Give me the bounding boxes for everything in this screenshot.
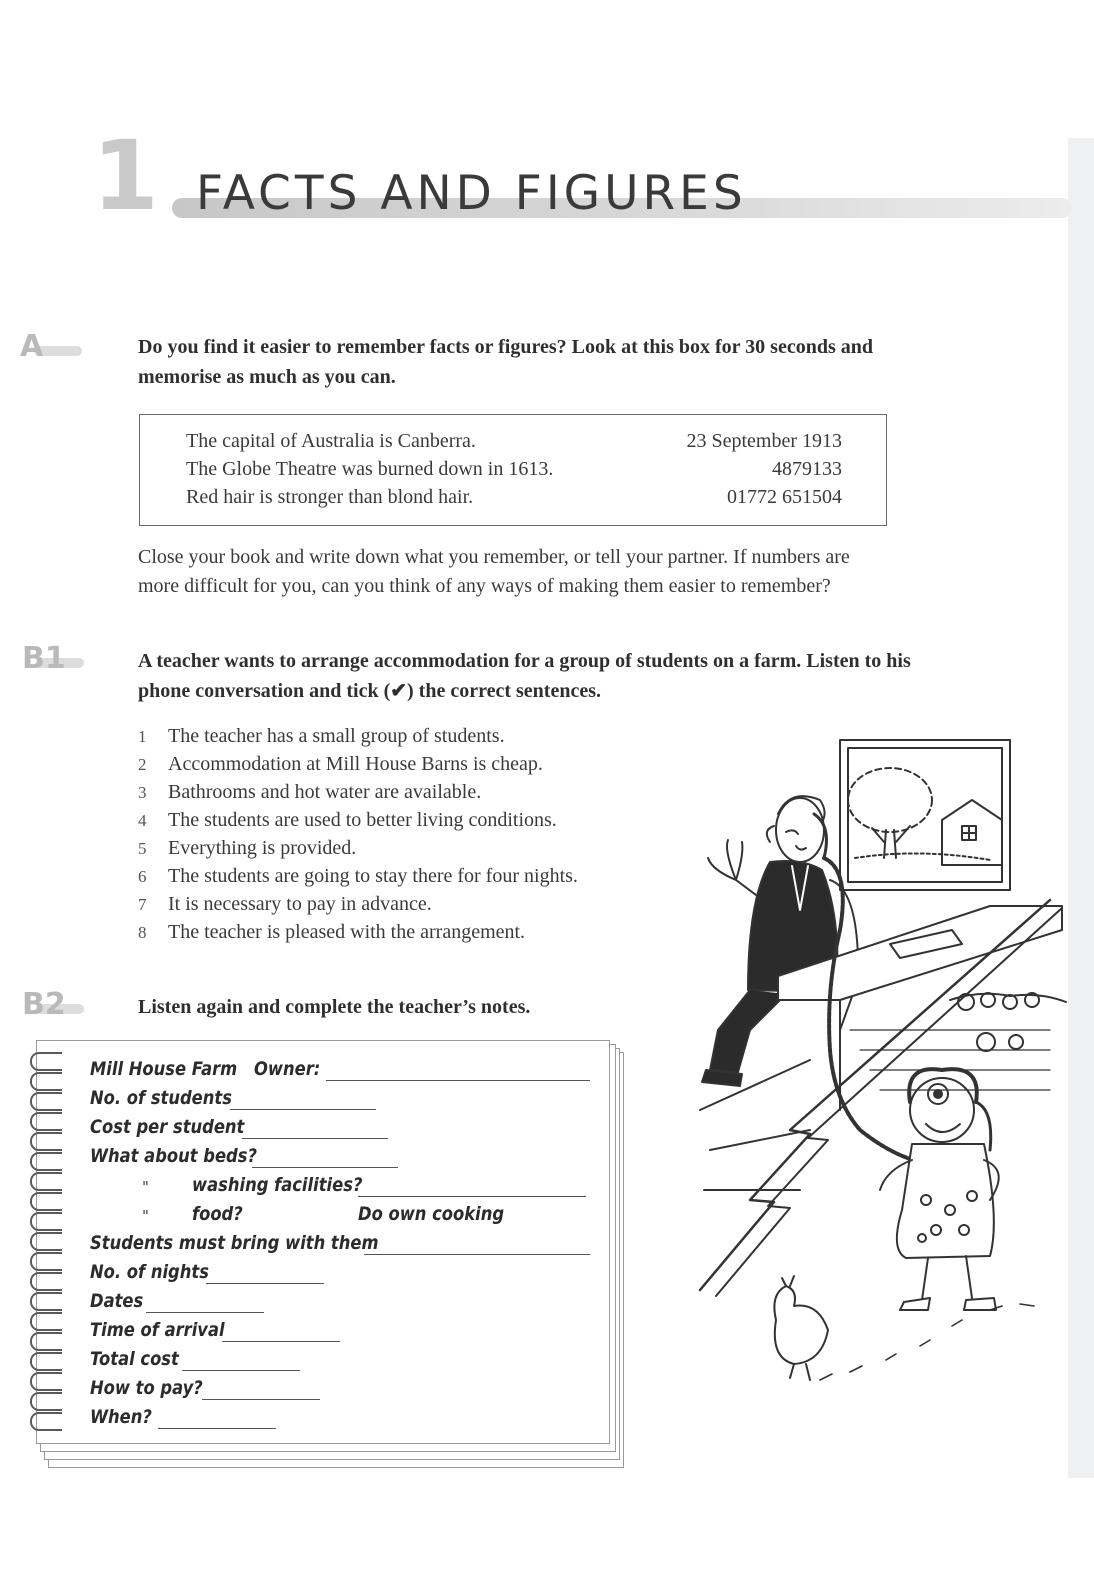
spiral-binding-icon	[22, 1050, 70, 1430]
fact-row: Red hair is stronger than blond hair. 01772 651504	[186, 486, 842, 508]
bring-blank[interactable]	[364, 1254, 590, 1255]
facts-box	[139, 414, 887, 526]
section-b1-label: B1	[22, 644, 66, 674]
owner-blank[interactable]	[326, 1080, 590, 1081]
note-food: food?	[192, 1203, 243, 1225]
section-a-label: A	[20, 332, 43, 362]
unit-title: FACTS AND FIGURES	[196, 166, 747, 221]
section-b2-instruction: Listen again and complete the teacher’s notes.	[138, 996, 531, 1018]
section-b1-instruction: A teacher wants to arrange accommodation for a group of students on a farm. Listen to his phone conversation and tick (✔) the correct sentences.	[138, 650, 911, 702]
note-arrival: Time of arrival	[90, 1319, 225, 1341]
pay-blank[interactable]	[202, 1399, 320, 1400]
arrival-blank[interactable]	[222, 1341, 340, 1342]
fact-row: The Globe Theatre was burned down in 1613. 4879133	[186, 458, 842, 480]
total-blank[interactable]	[182, 1370, 300, 1371]
section-b2-label: B2	[22, 990, 66, 1020]
list-item: 2 Accommodation at Mill House Barns is cheap.	[138, 753, 543, 775]
section-a-instruction: Do you find it easier to remember facts or figures? Look at this box for 30 seconds and memorise as much as you can.	[138, 336, 873, 388]
note-farm: Mill House Farm	[90, 1058, 238, 1080]
cartoon-phone-call-illustration	[690, 730, 1070, 1400]
list-item: 7 It is necessary to pay in advance.	[138, 893, 432, 915]
note-cost: Cost per student	[90, 1116, 245, 1138]
note-beds: What about beds?	[90, 1145, 257, 1167]
fact-row: The capital of Australia is Canberra. 23 September 1913	[186, 430, 842, 452]
note-washing: washing facilities?	[192, 1174, 363, 1196]
note-food-answer: Do own cooking	[358, 1203, 505, 1225]
ditto-mark: "	[142, 1178, 149, 1196]
note-total: Total cost	[90, 1348, 179, 1370]
ditto-mark: "	[142, 1207, 149, 1225]
note-pay: How to pay?	[90, 1377, 203, 1399]
list-item: 6 The students are going to stay there for four nights.	[138, 865, 578, 887]
note-owner: Owner:	[254, 1058, 321, 1080]
cost-blank[interactable]	[242, 1138, 388, 1139]
page-edge	[1068, 138, 1094, 1478]
section-a-followup: Close your book and write down what you remember, or tell your partner. If numbers are more difficult for you, can you think of any ways of making them easier to remember?	[138, 546, 850, 597]
washing-blank[interactable]	[358, 1196, 586, 1197]
students-blank[interactable]	[230, 1109, 376, 1110]
dates-blank[interactable]	[146, 1312, 264, 1313]
unit-number: 1	[92, 120, 159, 232]
when-blank[interactable]	[158, 1428, 276, 1429]
note-students: No. of students	[90, 1087, 232, 1109]
list-item: 1 The teacher has a small group of students.	[138, 725, 505, 747]
list-item: 8 The teacher is pleased with the arrangement.	[138, 921, 526, 943]
note-nights: No. of nights	[90, 1261, 209, 1283]
list-item: 5 Everything is provided.	[138, 837, 357, 859]
nights-blank[interactable]	[206, 1283, 324, 1284]
list-item: 3 Bathrooms and hot water are available.	[138, 781, 482, 803]
note-when: When?	[90, 1406, 152, 1428]
note-bring: Students must bring with them	[90, 1232, 379, 1254]
note-dates: Dates	[90, 1290, 144, 1312]
beds-blank[interactable]	[252, 1167, 398, 1168]
list-item: 4 The students are used to better living conditions.	[138, 809, 557, 831]
